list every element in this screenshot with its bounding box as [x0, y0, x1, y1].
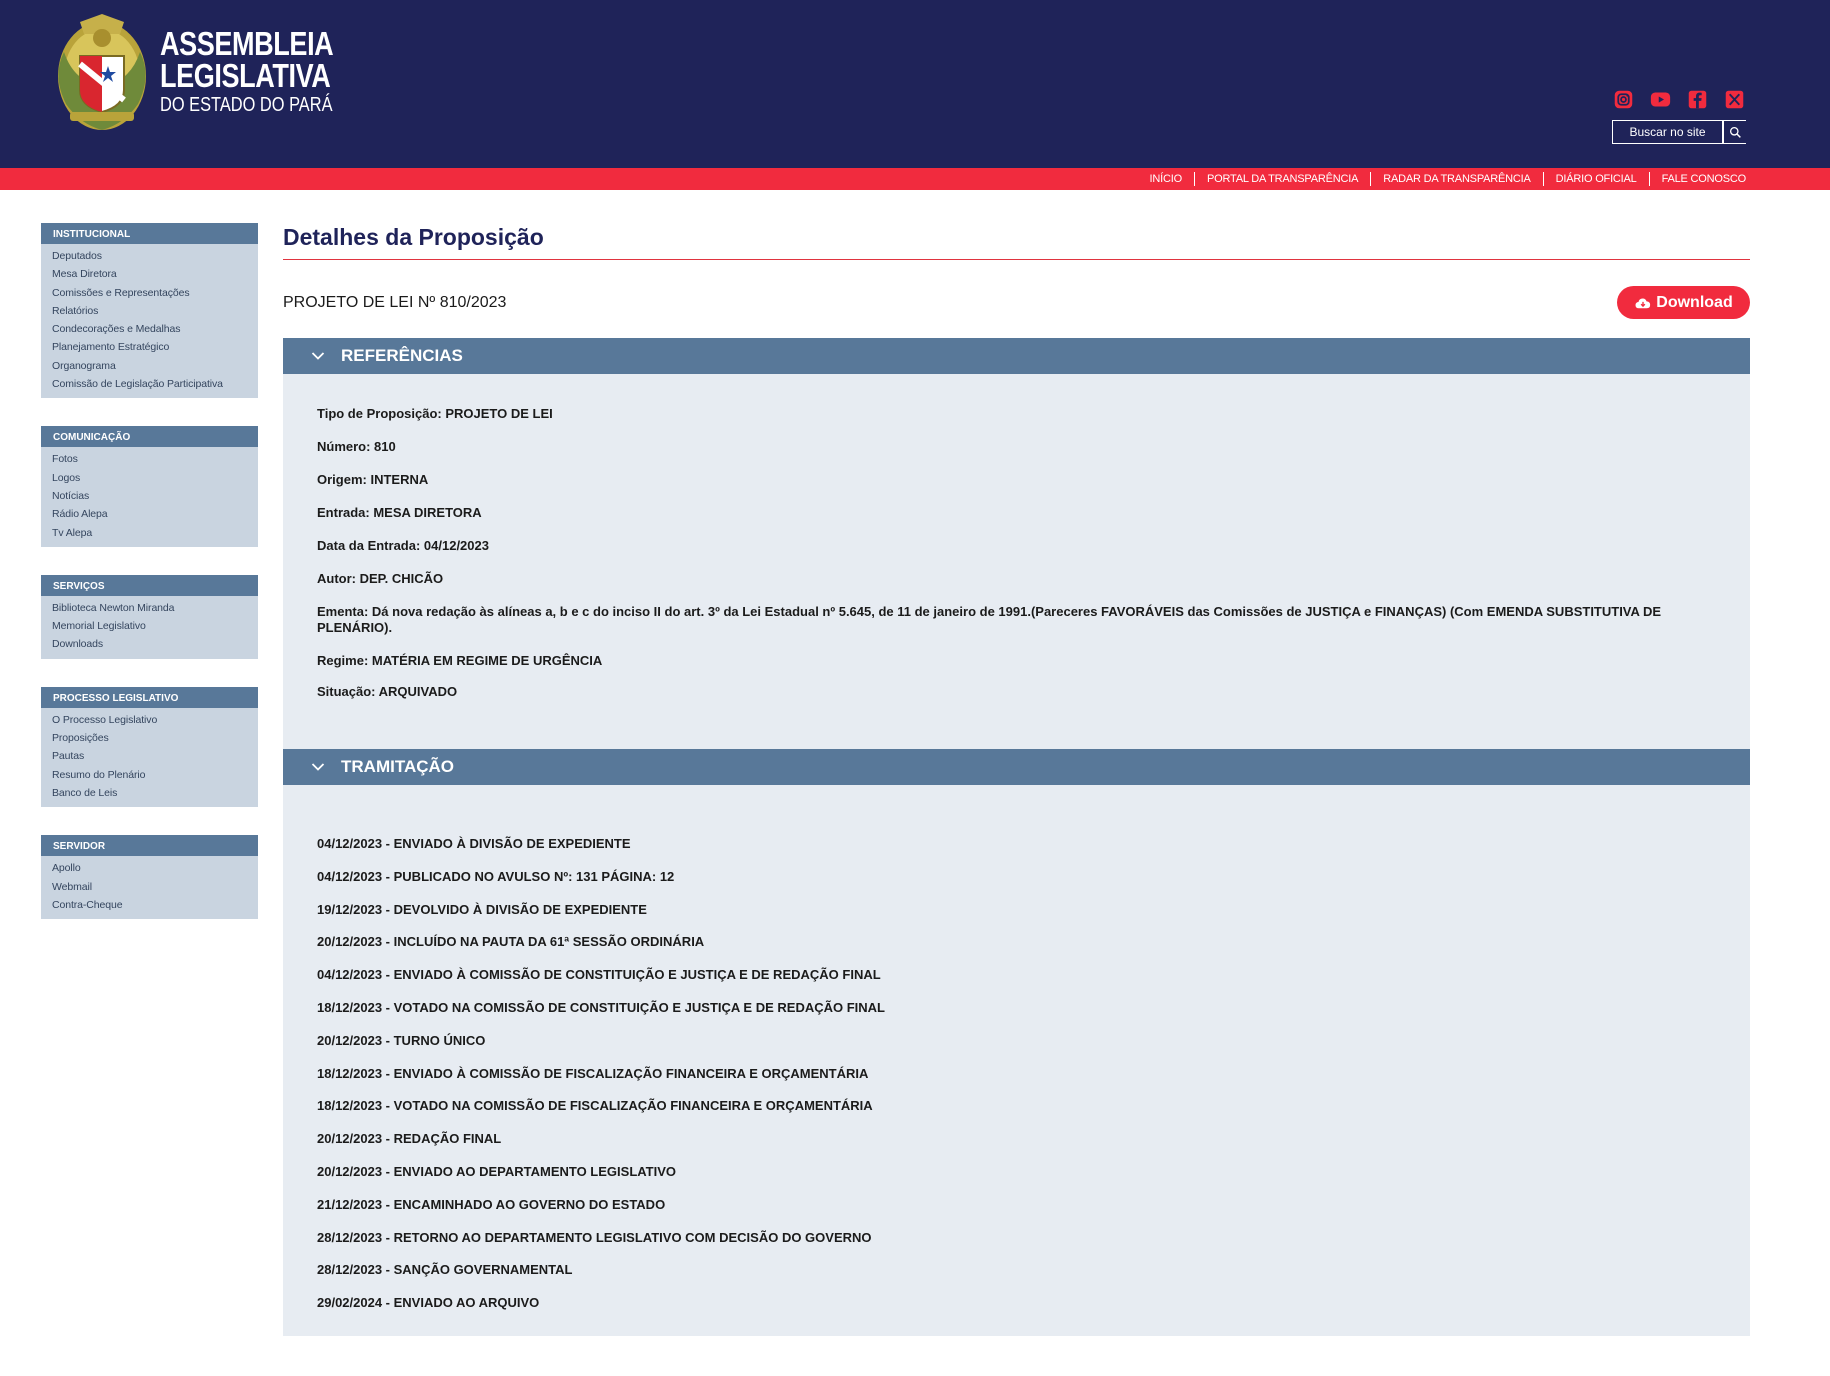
sidebar-item-radio-alepa[interactable]: Rádio Alepa [52, 508, 108, 521]
sidebar-heading: SERVIDOR [41, 835, 258, 856]
topnav-portal-transparencia[interactable]: PORTAL DA TRANSPARÊNCIA [1206, 173, 1359, 185]
x-twitter-icon[interactable] [1723, 88, 1745, 110]
sidebar-block-comunicacao [41, 426, 258, 546]
top-navigation [0, 168, 1830, 190]
instagram-icon[interactable] [1612, 88, 1634, 110]
logo-line-2: LEGISLATIVA [160, 57, 331, 94]
tramitacao-item: 18/12/2023 - VOTADO NA COMISSÃO DE FISCALIZAÇÃO FINANCEIRA E ORÇAMENTÁRIA [317, 1098, 873, 1114]
sidebar-block-processo-legislativo [41, 687, 258, 807]
download-button[interactable] [1617, 286, 1750, 319]
cloud-download-icon [1634, 294, 1652, 312]
tramitacao-item: 04/12/2023 - ENVIADO À DIVISÃO DE EXPEDIENTE [317, 836, 631, 851]
sidebar-heading: COMUNICAÇÃO [41, 426, 258, 447]
sidebar-item-tv-alepa[interactable]: Tv Alepa [52, 526, 93, 539]
project-title: PROJETO DE LEI Nº 810/2023 [283, 294, 507, 311]
tramitacao-item: 04/12/2023 - ENVIADO À COMISSÃO DE CONSTITUIÇÃO E JUSTIÇA E DE REDAÇÃO FINAL [317, 967, 881, 983]
sidebar-item-deputados[interactable]: Deputados [52, 250, 102, 262]
sidebar-item-apollo[interactable]: Apollo [52, 862, 81, 875]
sidebar-item-legislacao-participativa[interactable]: Comissão de Legislação Participativa [52, 378, 223, 391]
ref-data-entrada: Data da Entrada: 04/12/2023 [317, 538, 489, 553]
sidebar-item-pautas[interactable]: Pautas [52, 750, 85, 763]
tramitacao-item: 21/12/2023 - ENCAMINHADO AO GOVERNO DO ESTADO [317, 1196, 666, 1212]
sidebar-item-noticias[interactable]: Notícias [52, 489, 90, 502]
topnav-fale-conosco[interactable]: FALE CONOSCO [1661, 173, 1746, 185]
sidebar-item-planejamento[interactable]: Planejamento Estratégico [52, 341, 170, 354]
topnav-diario-oficial[interactable]: DIÁRIO OFICIAL [1555, 173, 1637, 185]
topnav-radar-transparencia[interactable]: RADAR DA TRANSPARÊNCIA [1383, 173, 1531, 185]
ref-autor: Autor: DEP. CHICÃO [317, 571, 444, 586]
sidebar-item-resumo-plenario[interactable]: Resumo do Plenário [52, 768, 146, 781]
ref-origem: Origem: INTERNA [317, 472, 429, 487]
download-label: Download [1656, 293, 1733, 311]
tramitacao-item: 28/12/2023 - RETORNO AO DEPARTAMENTO LEGISLATIVO COM DECISÃO DO GOVERNO [317, 1229, 872, 1245]
ref-situacao: Situação: ARQUIVADO [317, 684, 458, 699]
sidebar-item-proposicoes[interactable]: Proposições [52, 732, 109, 745]
sidebar-item-organograma[interactable]: Organograma [52, 359, 116, 372]
sidebar-item-logos[interactable]: Logos [52, 471, 81, 484]
sidebar-item-webmail[interactable]: Webmail [52, 880, 92, 893]
sidebar-heading: PROCESSO LEGISLATIVO [41, 687, 258, 708]
tramitacao-item: 29/02/2024 - ENVIADO AO ARQUIVO [317, 1295, 540, 1311]
facebook-icon[interactable] [1686, 88, 1708, 110]
search-icon [1729, 126, 1742, 139]
sidebar-item-banco-de-leis[interactable]: Banco de Leis [52, 786, 118, 799]
sidebar-block-servidor [41, 835, 258, 919]
topnav-inicio[interactable]: INÍCIO [1149, 173, 1182, 185]
sidebar-item-comissoes[interactable]: Comissões e Representações [52, 286, 190, 299]
site-search [1612, 120, 1746, 144]
references-heading: REFERÊNCIAS [341, 346, 463, 365]
references-section-toggle[interactable] [283, 338, 1750, 374]
sidebar-item-fotos[interactable]: Fotos [52, 453, 78, 466]
tramitacao-item: 18/12/2023 - VOTADO NA COMISSÃO DE CONSTITUIÇÃO E JUSTIÇA E DE REDAÇÃO FINAL [317, 999, 885, 1015]
logo-wordmark [160, 25, 371, 117]
sidebar-item-biblioteca[interactable]: Biblioteca Newton Miranda [52, 601, 175, 614]
chevron-down-icon [311, 760, 325, 774]
page-title: Detalhes da Proposição [283, 218, 1750, 260]
ref-numero: Número: 810 [317, 439, 396, 454]
ref-tipo: Tipo de Proposição: PROJETO DE LEI [317, 406, 553, 421]
tramitacao-item: 19/12/2023 - DEVOLVIDO À DIVISÃO DE EXPEDIENTE [317, 901, 647, 917]
tramitacao-item: 20/12/2023 - ENVIADO AO DEPARTAMENTO LEGISLATIVO [317, 1163, 677, 1179]
sidebar-block-servicos [41, 575, 258, 659]
sidebar-block-institucional [41, 223, 258, 398]
logo-line-3: DO ESTADO DO PARÁ [160, 94, 333, 116]
sidebar-item-memorial[interactable]: Memorial Legislativo [52, 620, 146, 633]
coat-of-arms-icon [50, 12, 154, 136]
chevron-down-icon [311, 349, 325, 363]
sidebar-item-condecoracoes[interactable]: Condecorações e Medalhas [52, 323, 181, 336]
sidebar-item-mesa-diretora[interactable]: Mesa Diretora [52, 268, 117, 281]
tramitacao-item: 20/12/2023 - INCLUÍDO NA PAUTA DA 61ª SESSÃO ORDINÁRIA [317, 934, 705, 950]
proposition-header [283, 260, 1750, 338]
tramitacao-item: 20/12/2023 - REDAÇÃO FINAL [317, 1131, 502, 1147]
ref-ementa: Ementa: Dá nova redação às alíneas a, b e c do inciso II do art. 3º da Lei Estadual nº 5.645, de 11 de janeiro de 1991.(Pareceres FAVORÁVEIS das Comissões de JUSTIÇA e FINANÇAS) (Com EMENDA SUBSTITUTIVA DE PLENÁRIO). [317, 604, 1662, 635]
sidebar-heading: SERVIÇOS [41, 575, 258, 596]
search-input[interactable] [1613, 121, 1723, 143]
ref-entrada: Entrada: MESA DIRETORA [317, 505, 482, 520]
tramitacao-item: 20/12/2023 - TURNO ÚNICO [317, 1032, 486, 1048]
alepa-logo[interactable] [50, 12, 334, 137]
site-header [0, 0, 1830, 168]
references-panel [283, 374, 1750, 749]
tramitacao-section-toggle[interactable] [283, 749, 1750, 785]
sidebar-item-contra-cheque[interactable]: Contra-Cheque [52, 898, 123, 911]
ref-regime: Regime: MATÉRIA EM REGIME DE URGÊNCIA [317, 653, 603, 668]
sidebar-heading: INSTITUCIONAL [41, 223, 258, 244]
sidebar [41, 223, 258, 947]
tramitacao-item: 18/12/2023 - ENVIADO À COMISSÃO DE FISCALIZAÇÃO FINANCEIRA E ORÇAMENTÁRIA [317, 1065, 869, 1081]
sidebar-item-relatorios[interactable]: Relatórios [52, 304, 99, 317]
sidebar-item-processo-legislativo[interactable]: O Processo Legislativo [52, 713, 158, 726]
tramitacao-panel [283, 785, 1750, 1336]
tramitacao-heading: TRAMITAÇÃO [341, 757, 454, 776]
logo-line-1: ASSEMBLEIA [160, 25, 334, 62]
search-button[interactable] [1724, 121, 1746, 143]
tramitacao-item: 28/12/2023 - SANÇÃO GOVERNAMENTAL [317, 1262, 573, 1278]
main-content [283, 218, 1750, 1336]
sidebar-item-downloads[interactable]: Downloads [52, 638, 104, 651]
youtube-icon[interactable] [1649, 88, 1671, 110]
tramitacao-item: 04/12/2023 - PUBLICADO NO AVULSO Nº: 131 PÁGINA: 12 [317, 868, 675, 884]
